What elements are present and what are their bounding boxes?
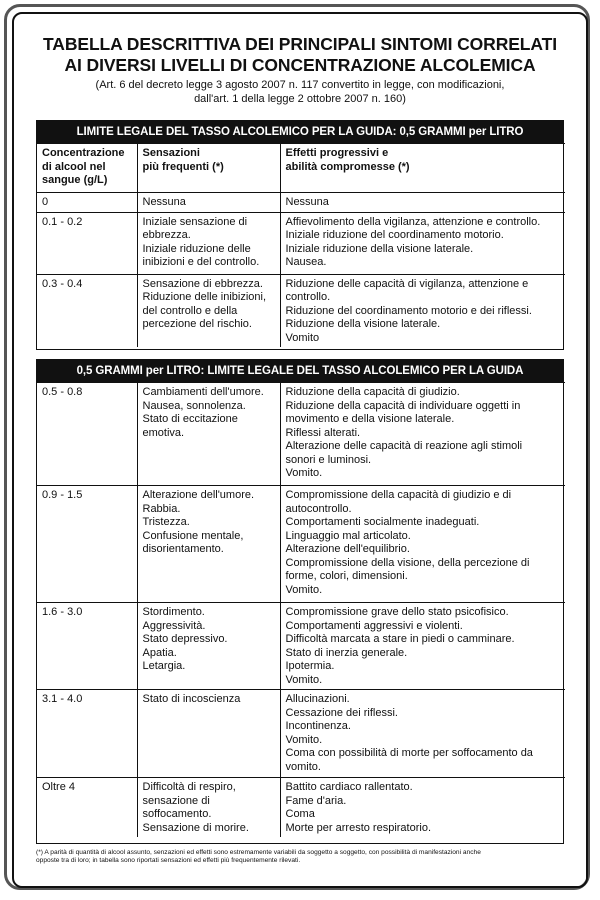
sensations-line: Sensazione di morire. (142, 821, 249, 834)
sensations-line: Nessuna (142, 196, 186, 208)
sensations-cell (137, 274, 280, 347)
sensations-cell (137, 212, 280, 274)
effects-line: Compromissione della visione, della percezione di (285, 556, 530, 569)
sensations-line: ebbrezza. (142, 229, 191, 241)
effects-line: vomito. (285, 760, 321, 773)
sensations-line: Nausea, sonnolenza. (142, 399, 246, 412)
concentration-cell: 1.6 - 3.0 (37, 603, 137, 690)
effects-line: Morte per arresto respiratorio. (285, 821, 431, 834)
concentration-cell: 0.1 - 0.2 (37, 212, 137, 274)
table-row (37, 690, 565, 778)
table-row (37, 486, 565, 603)
effects-line: Compromissione della capacità di giudizio e di (285, 489, 512, 501)
header-concentration-line: di alcool nel (42, 160, 106, 173)
effects-line: Riflessi alterati. (285, 426, 361, 439)
title-line-1: TABELLA DESCRITTIVA DEI PRINCIPALI SINTOMI CORRELATI (43, 34, 557, 54)
effects-cell (280, 383, 565, 486)
effects-line: Allucinazioni. (285, 693, 350, 705)
sensations-cell (137, 778, 280, 838)
sensations-line: Stato di incoscienza (142, 693, 241, 705)
effects-cell (280, 486, 565, 603)
table-row (37, 778, 565, 838)
effects-line: Difficoltà marcata a stare in piedi o camminare. (285, 633, 515, 645)
effects-line: Compromissione grave dello stato psicofisico. (285, 606, 509, 618)
sensations-line: Rabbia. (142, 502, 181, 515)
sensations-line: Tristezza. (142, 516, 190, 528)
sensations-line: Stato di eccitazione (142, 413, 238, 425)
sensations-cell (137, 690, 280, 778)
sensations-line: Aggressività. (142, 619, 206, 632)
effects-cell (280, 690, 565, 778)
footnote (36, 849, 566, 866)
sensations-line: Stato depressivo. (142, 633, 228, 645)
symptoms-table-above-limit (37, 382, 565, 837)
effects-line: Riduzione delle capacità di vigilanza, attenzione e (285, 277, 529, 290)
symptoms-table-below-limit (37, 143, 565, 347)
effects-line: Riduzione del coordinamento motorio e dei riflessi. (285, 304, 532, 317)
sensations-line: soffocamento. (142, 808, 212, 820)
table-row (37, 383, 565, 486)
table-row (37, 603, 565, 690)
concentration-cell: 0.9 - 1.5 (37, 486, 137, 603)
effects-cell (280, 603, 565, 690)
sensations-line: Apatia. (142, 646, 177, 659)
header-concentration-line: sangue (g/L) (42, 174, 108, 186)
effects-line: Nessuna (285, 196, 329, 208)
sensations-cell (137, 603, 280, 690)
footnote-line-2: opposte tra di loro; in tabella sono riportati sensazioni ed effetti più frequentemente rilevati. (36, 857, 301, 865)
legal-reference (20, 79, 580, 106)
effects-line: Ipotermia. (285, 660, 335, 672)
header-effects (280, 144, 565, 193)
effects-line: Affievolimento della vigilanza, attenzione e controllo. (285, 215, 541, 228)
effects-line: Vomito. (285, 673, 323, 686)
effects-line: Nausea. (285, 256, 327, 268)
effects-line: Vomito (285, 331, 320, 344)
section-above-limit-banner: 0,5 GRAMMI per LITRO: LIMITE LEGALE DEL TASSO ALCOLEMICO PER LA GUIDA (37, 360, 563, 382)
sensations-line: emotiva. (142, 426, 185, 439)
sensations-line: sensazione di (142, 794, 210, 807)
sensations-line: Iniziale riduzione delle (142, 242, 251, 255)
effects-cell (280, 212, 565, 274)
effects-cell (280, 778, 565, 838)
sensations-line: disorientamento. (142, 543, 224, 555)
effects-line: Stato di inerzia generale. (285, 646, 408, 659)
effects-line: Iniziale riduzione del coordinamento motorio. (285, 229, 504, 241)
effects-line: Comportamenti aggressivi e violenti. (285, 619, 463, 632)
effects-line: Riduzione della visione laterale. (285, 318, 441, 330)
effects-line: Riduzione della capacità di giudizio. (285, 386, 460, 398)
effects-line: movimento e della visione laterale. (285, 413, 455, 425)
sensations-line: Letargia. (142, 660, 186, 672)
header-effects-line: abilità compromesse (*) (285, 160, 410, 173)
effects-line: Alterazione dell'equilibrio. (285, 543, 410, 555)
sensations-cell (137, 383, 280, 486)
effects-line: Fame d'aria. (285, 794, 347, 807)
effects-line: Cessazione dei riflessi. (285, 706, 398, 719)
concentration-cell: 0 (37, 193, 137, 213)
effects-line: Iniziale riduzione della visione laterale. (285, 242, 474, 255)
concentration-cell: 0.5 - 0.8 (37, 383, 137, 486)
sensations-line: Difficoltà di respiro, (142, 781, 236, 793)
header-effects-line: Effetti progressivi e (285, 147, 389, 159)
effects-line: Coma (285, 808, 315, 820)
table-row (37, 212, 565, 274)
sensations-cell (137, 193, 280, 213)
header-sensations-line: più frequenti (*) (142, 160, 224, 173)
header-sensations-line: Sensazioni (142, 147, 200, 159)
effects-cell (280, 193, 565, 213)
sensations-line: Sensazione di ebbrezza. (142, 277, 263, 290)
effects-line: Linguaggio mal articolato. (285, 529, 411, 542)
effects-line: Coma con possibilità di morte per soffocamento da (285, 747, 533, 759)
table-row (37, 274, 565, 347)
effects-line: Riduzione della capacità di individuare oggetti in (285, 399, 521, 412)
sensations-line: Alterazione dell'umore. (142, 489, 255, 501)
section-above-limit (36, 359, 564, 844)
sensations-line: Cambiamenti dell'umore. (142, 386, 264, 398)
title-line-2: AI DIVERSI LIVELLI DI CONCENTRAZIONE ALCOLEMICA (64, 55, 536, 75)
sensations-cell (137, 486, 280, 603)
sensations-line: Stordimento. (142, 606, 205, 618)
sensations-line: del controllo e della (142, 304, 238, 317)
table-row (37, 193, 565, 213)
sensations-line: Iniziale sensazione di (142, 215, 248, 228)
effects-line: Vomito. (285, 583, 323, 596)
footnote-line-1: (*) A parità di quantità di alcool assunto, senzazioni ed effetti sono estremamente variabili da soggetto a soggetto, con possibilità di manifestazioni anche (36, 849, 481, 856)
effects-line: sonori e luminosi. (285, 453, 372, 466)
concentration-cell: 0.3 - 0.4 (37, 274, 137, 347)
sensations-line: percezione del rischio. (142, 318, 252, 330)
header-concentration (37, 144, 137, 193)
effects-cell (280, 274, 565, 347)
section-below-limit (36, 120, 564, 350)
section-below-limit-banner: LIMITE LEGALE DEL TASSO ALCOLEMICO PER LA GUIDA: 0,5 GRAMMI per LITRO (37, 121, 563, 143)
effects-line: Vomito. (285, 467, 323, 479)
sensations-line: inibizioni e del controllo. (142, 256, 260, 268)
concentration-cell: 3.1 - 4.0 (37, 690, 137, 778)
effects-line: controllo. (285, 291, 331, 303)
legal-reference-line-1: (Art. 6 del decreto legge 3 agosto 2007 n. 117 convertito in legge, con modificazioni, (95, 79, 505, 91)
effects-line: Comportamenti socialmente inadeguati. (285, 516, 480, 528)
page-title (20, 34, 580, 76)
sensations-line: Confusione mentale, (142, 529, 244, 542)
legal-reference-line-2: dall'art. 1 della legge 2 ottobre 2007 n. 160) (194, 92, 406, 105)
effects-line: Vomito. (285, 733, 323, 746)
effects-line: Incontinenza. (285, 720, 351, 732)
sensations-line: Riduzione delle inibizioni, (142, 291, 267, 303)
effects-line: Alterazione delle capacità di reazione agli stimoli (285, 440, 523, 452)
header-concentration-line: Concentrazione (42, 147, 125, 159)
effects-line: forme, colori, dimensioni. (285, 570, 408, 582)
table-header-row (37, 144, 565, 193)
effects-line: Battito cardiaco rallentato. (285, 781, 413, 793)
header-sensations (137, 144, 280, 193)
concentration-cell: Oltre 4 (37, 778, 137, 838)
effects-line: autocontrollo. (285, 502, 352, 515)
